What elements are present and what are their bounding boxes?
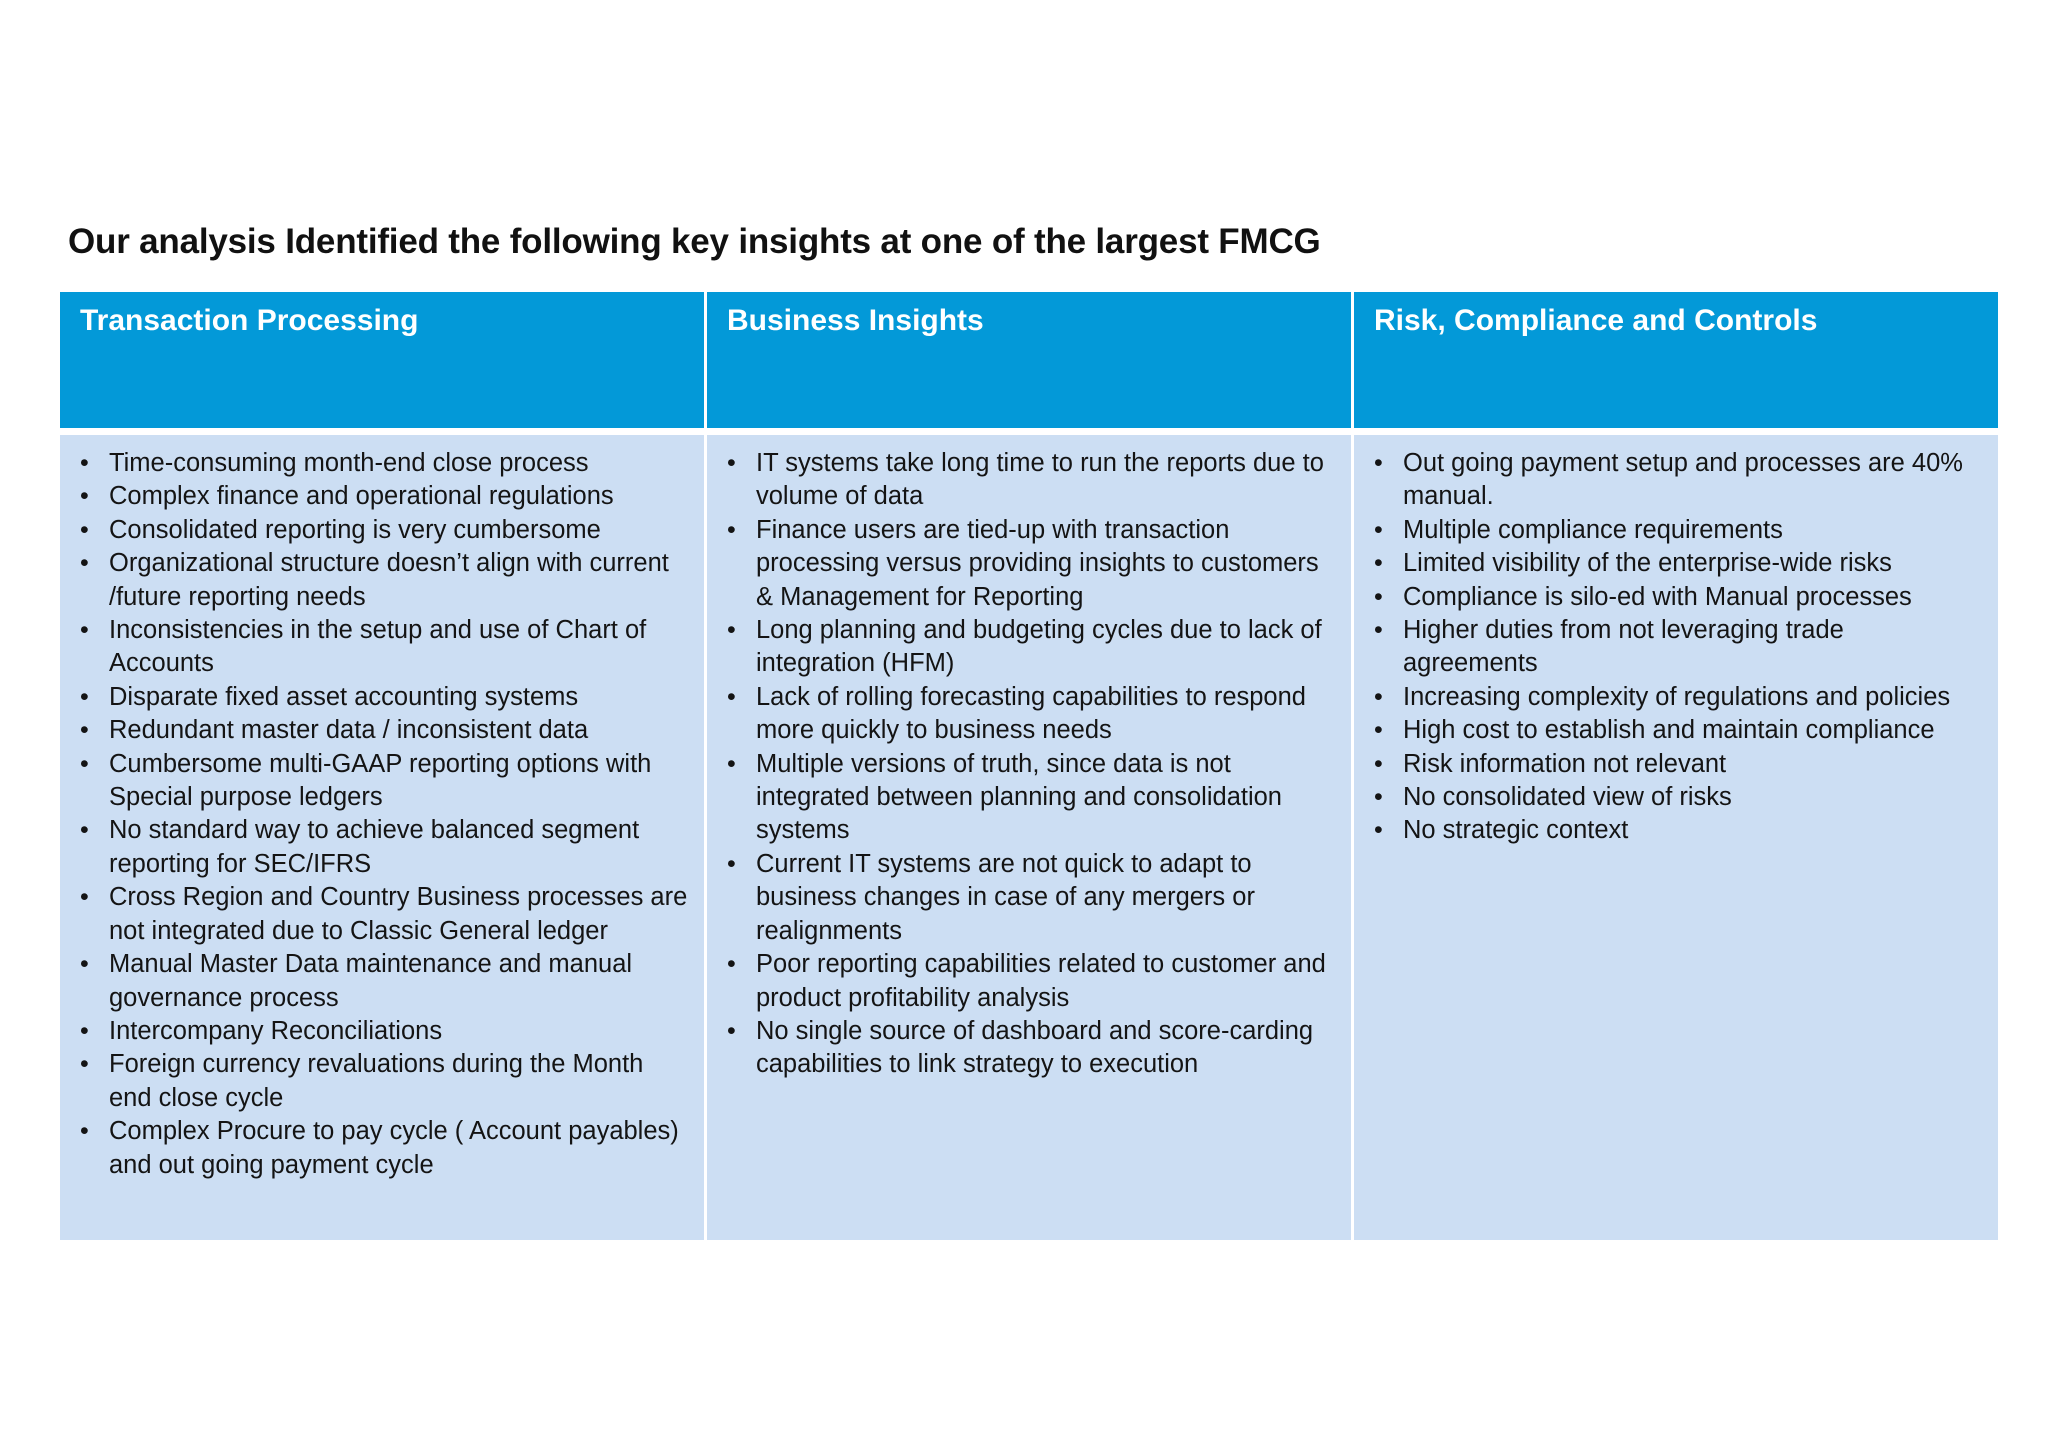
list-item: • Inconsistencies in the setup and use of Chart of Accounts <box>80 614 688 681</box>
list-item: • Multiple versions of truth, since data is not integrated between planning and consolidation systems <box>727 748 1335 848</box>
list-item: • Time-consuming month-end close process <box>80 447 688 480</box>
list-item: • Compliance is silo-ed with Manual processes <box>1374 581 1982 614</box>
list-item: • Poor reporting capabilities related to customer and product profitability analysis <box>727 948 1335 1015</box>
list-item: • Cumbersome multi-GAAP reporting options with Special purpose ledgers <box>80 748 688 815</box>
list-item: • High cost to establish and maintain compliance <box>1374 714 1982 747</box>
list-item: • Lack of rolling forecasting capabilities to respond more quickly to business needs <box>727 681 1335 748</box>
list-item: • Increasing complexity of regulations and policies <box>1374 681 1982 714</box>
list-item: • Consolidated reporting is very cumbersome <box>80 514 688 547</box>
column-header-risk-compliance-controls: Risk, Compliance and Controls <box>1354 292 1998 428</box>
list-item: • Multiple compliance requirements <box>1374 514 1982 547</box>
list-item: • IT systems take long time to run the reports due to volume of data <box>727 447 1335 514</box>
bullet-list <box>1374 447 1982 848</box>
list-item: • Limited visibility of the enterprise-wide risks <box>1374 547 1982 580</box>
list-item: • Risk information not relevant <box>1374 748 1982 781</box>
page-title: Our analysis Identified the following key insights at one of the largest FMCG <box>68 222 1321 261</box>
column-body-business-insights <box>707 435 1351 1240</box>
list-item: • Finance users are tied-up with transaction processing versus providing insights to customers & Management for Reporting <box>727 514 1335 614</box>
column-body-transaction-processing <box>60 435 704 1240</box>
column-header-business-insights: Business Insights <box>707 292 1351 428</box>
list-item: • Current IT systems are not quick to adapt to business changes in case of any mergers or realignments <box>727 848 1335 948</box>
list-item: • Organizational structure doesn’t align with current /future reporting needs <box>80 547 688 614</box>
list-item: • Intercompany Reconciliations <box>80 1015 688 1048</box>
list-item: • No consolidated view of risks <box>1374 781 1982 814</box>
list-item: • Disparate fixed asset accounting systems <box>80 681 688 714</box>
bullet-list <box>80 447 688 1182</box>
list-item: • Redundant master data / inconsistent data <box>80 714 688 747</box>
list-item: • Foreign currency revaluations during the Month end close cycle <box>80 1048 688 1115</box>
column-header-transaction-processing: Transaction Processing <box>60 292 704 428</box>
list-item: • Cross Region and Country Business processes are not integrated due to Classic General ledger <box>80 881 688 948</box>
list-item: • Long planning and budgeting cycles due to lack of integration (HFM) <box>727 614 1335 681</box>
list-item: • Out going payment setup and processes are 40% manual. <box>1374 447 1982 514</box>
list-item: • No strategic context <box>1374 814 1982 847</box>
list-item: • Complex finance and operational regulations <box>80 480 688 513</box>
list-item: • Manual Master Data maintenance and manual governance process <box>80 948 688 1015</box>
insights-table <box>60 292 1998 1240</box>
list-item: • Complex Procure to pay cycle ( Account payables) and out going payment cycle <box>80 1115 688 1182</box>
column-body-risk-compliance-controls <box>1354 435 1998 1240</box>
bullet-list <box>727 447 1335 1082</box>
list-item: • Higher duties from not leveraging trade agreements <box>1374 614 1982 681</box>
list-item: • No standard way to achieve balanced segment reporting for SEC/IFRS <box>80 814 688 881</box>
list-item: • No single source of dashboard and score-carding capabilities to link strategy to execution <box>727 1015 1335 1082</box>
